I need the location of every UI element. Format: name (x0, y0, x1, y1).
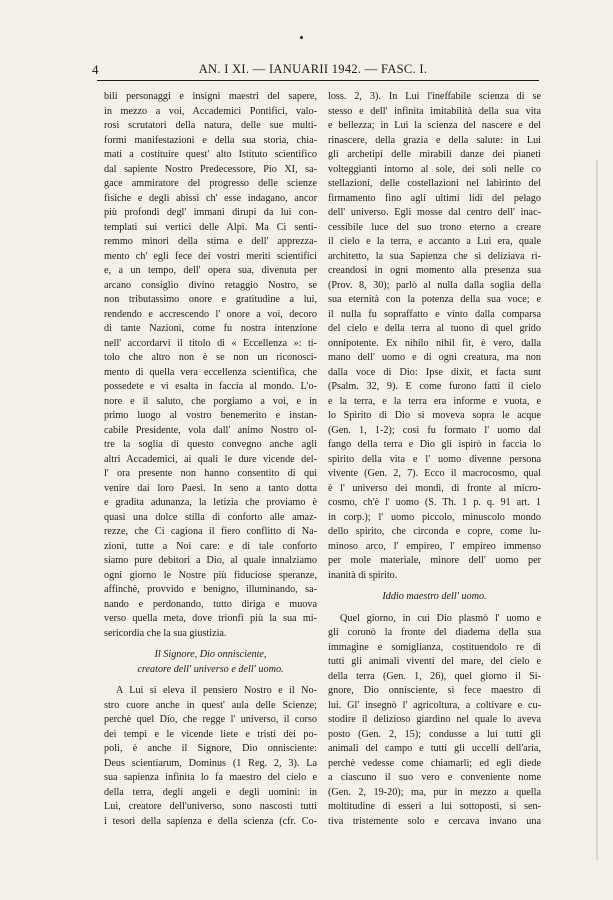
text-line: e la terra, e la terra era informe e vuota, e (328, 395, 541, 407)
text-line: spirito della vita e l' uomo divenne persona (328, 453, 541, 465)
text-line: fisiche e degli abissi ch' esse indagano, ancor (104, 192, 317, 204)
text-line: gli coronò la fronte del diadema della sua (328, 627, 541, 638)
text-line: sericordia che la sua giustizia. (104, 627, 227, 639)
text-line: (Gen. 2, 19-20); ma, pur in mezzo a quella (328, 786, 541, 798)
text-line: stellazioni, delle costellazioni nel labirinto del (328, 178, 541, 189)
text-line: architetto, la sua Sapienza che si deliziava ri- (328, 250, 541, 262)
paragraph-gap (104, 641, 317, 648)
text-line: ogni giorno le Nostre più fiduciose speranze, (104, 569, 317, 581)
text-line: rinascere, della grazia e della salute: in Lui (328, 134, 541, 146)
text-line: siamo pure debitori a Dio, al quale innalziamo (104, 555, 317, 566)
text-line: nando e perdonando, tutto diriga e muova (104, 598, 317, 610)
text-line: onnipotente. Ex nihilo nihil fit, è vero, dalla (328, 337, 541, 349)
text-line: affinchè, provvido e benigno, illuminando, sa- (104, 584, 317, 595)
text-line: e bellezza; in Lui la scienza del nascere e del (328, 120, 541, 131)
text-line: di tante Nazioni, come fu nostra intenzione (104, 323, 317, 334)
text-line: tutti gli animali viventi del mare, del cielo e (328, 656, 541, 667)
text-line: gace ammiratore del progresso delle scienze (104, 178, 317, 189)
text-line: stodire il delizioso giardino nel quale lo aveva (328, 714, 541, 725)
text-line: (Psalm. 32, 9). E come furono fatti il cielo (328, 381, 541, 392)
text-line: quasi una dolce stilla di conforto alle amaz- (104, 511, 317, 523)
text-line: (Gen. 1, 1-2); così fu formato l' uomo dal (328, 424, 541, 436)
text-line: sua sapienza infinita lo fa maestro del cielo e (104, 772, 317, 783)
text-line: e, a un tempo, dell' opera sua, divenuta per (104, 265, 317, 276)
text-line: l' ora presente non hanno consentito di qui (104, 468, 317, 479)
text-line: venire dai loro Paesi. In seno a tanto dotta (104, 482, 317, 494)
text-line: volteggianti intorno al sole, dei soli nelle co (328, 163, 541, 175)
text-line: remmo minori della stima e dell' apprezza- (104, 236, 317, 247)
text-line: possedete e vi esalta in faccia al mondo. L'o- (104, 381, 317, 392)
text-line: della terra (Gen. 1, 26), quel giorno il Si- (328, 670, 541, 682)
text-line: gli archetipi delle mirabili danze dei pianeti (328, 149, 541, 160)
text-line: nell' accordarvi il titolo di « Eccellenza »: ti- (104, 337, 317, 349)
text-line: animali del campo e tutti gli uccelli dell'aria, (328, 743, 541, 754)
text-line: il nulla fu sopraffatto e vinto dalla comparsa (328, 308, 541, 320)
text-line: del cielo e della terra al tuono di quel grido (328, 323, 541, 334)
section-heading-line: Il Signore, Dio onnisciente, (154, 649, 267, 660)
page-header (92, 56, 534, 78)
text-line: formi manifestazioni e della sua storia, chia- (104, 134, 317, 146)
text-line: della terra, degli angeli e degli uomini: in (104, 786, 317, 798)
text-line: tiva tristemente solo e cercava invano una (328, 815, 541, 827)
right-column (328, 90, 541, 829)
paragraph-gap (328, 605, 541, 612)
text-line: poli, è anche il Signore, Dio onnisciente: (104, 743, 317, 754)
text-line: in corp.); l' uomo piccolo, minuscolo mondo (328, 511, 541, 523)
text-line: stro cuore anche in quest' aula delle Scienze; (104, 699, 317, 711)
text-line: arcano consiglio divino retaggio Nostro, se (104, 279, 317, 291)
text-line: fango della terra e Dio gli ispirò in faccia lo (328, 439, 541, 450)
text-line: dei tempi e le vicende liete e tristi dei po- (104, 728, 317, 740)
text-line: i tesori della sapienza e della scienza (cfr. Co- (104, 815, 317, 827)
text-line: mento di quella vera eccellenza scientifica, che (104, 366, 317, 378)
running-head: AN. I XI. — IANUARII 1942. — FASC. I. (198, 62, 428, 76)
text-line: primo luogo al vostro benemerito e instan- (104, 410, 317, 421)
text-line: gnore, Dio onnisciente, si fece maestro di (328, 685, 541, 696)
text-line: il cielo e la terra, e accanto a Lui era, quale (328, 236, 541, 247)
section-heading-line: creatore dell' universo e dell' uomo. (137, 663, 284, 675)
text-line: immagine e somiglianza, costituendolo re di (328, 641, 541, 653)
page-number: 4 (92, 62, 99, 77)
text-line: templati sui vertici delle Alpi. Ma Ci senti- (104, 221, 317, 233)
header-rule (97, 80, 539, 81)
left-column (104, 90, 317, 829)
text-line: tre la soglia di questo convegno anche agli (104, 439, 317, 450)
text-line: per mole materiale, minore dell' uomo per (328, 555, 541, 566)
text-line: minoso arco, l' empireo, l' empireo immenso (328, 540, 541, 552)
text-line: Lui, creatore dell'universo, sono nascosti tutti (104, 801, 317, 812)
text-line: inanità di spirito. (328, 569, 398, 581)
text-line: firmamento fino agli ultimi lidi del pelago (328, 192, 541, 204)
text-line: dello spirito, che circonda e copre, come lu- (328, 526, 541, 537)
text-line: lui. Gl' insegnò l' agricoltura, a coltivare e cu- (328, 699, 541, 711)
text-line: altri Accademici, ai quali le dure vicende del- (104, 453, 317, 465)
text-line: moltitudine di esseri a lui sottoposti, si sen- (328, 801, 541, 812)
text-line: nore e il saluto, che porgiamo a voi, e in (104, 395, 317, 407)
text-line: cosmo, ch'è l' uomo (S. Th. 1 p. q. 91 art. 1 (328, 497, 541, 508)
text-line: loss. 2, 3). In Lui l'ineffabile scienza di se (328, 91, 541, 102)
text-line: perchè quel Dio, che regge l' universo, il corso (104, 714, 317, 725)
text-line: dell' universo. Egli mosse dal centro dell' inac- (328, 207, 541, 218)
text-line: cessibile luce del suo trono eterno a creare (328, 221, 541, 233)
print-speck (300, 36, 303, 39)
text-line: (Prov. 8, 30); parlò al nulla dalla soglia della (328, 279, 541, 291)
text-line: mento ch' egli fece dei vostri meriti scientifici (104, 250, 317, 262)
text-line: rendendo e accrescendo l' onore a voi, decoro (104, 308, 317, 320)
text-line: è l' universo dei mondi, di fronte al micro- (328, 482, 541, 494)
text-line: Deus scientiarum, Dominus (1 Reg. 2, 3). La (104, 757, 317, 769)
text-line: perchè vedesse come chiamarli; ed egli diede (328, 757, 541, 769)
text-line: e gradita adunanza, la letizia che proviamo è (104, 497, 317, 508)
text-line: a ciascuno il suo vero e conveniente nome (328, 772, 541, 783)
text-line: mano dell' uomo e di ogni creatura, ma non (328, 352, 541, 363)
text-line: cabile Presidente, vola dall' animo Nostro ol- (104, 424, 317, 436)
page-edge-shadow (596, 160, 598, 860)
text-line: Quel giorno, in cui Dio plasmò l' uomo e (340, 612, 541, 624)
text-line: più profondi degl' immani dirupi da lui con- (104, 207, 317, 218)
paragraph-gap (104, 677, 317, 684)
text-line: non tributassimo onore e gratitudine a lui, (104, 294, 317, 305)
text-line: mati a costituire quest' alto Istituto scientifico (104, 149, 317, 160)
text-line: bili personaggi e insigni maestri del sapere, (104, 91, 317, 102)
text-line: in mezzo a voi, Accademici Pontifici, valo- (104, 105, 317, 117)
text-line: posto (Gen. 2, 15); condusse a lui tutti gli (328, 728, 541, 740)
text-line: verso quella meta, dove trionfi più la sua mi- (104, 613, 317, 624)
text-line: lo Spirito di Dio si moveva sopra le acque (328, 410, 541, 421)
text-line: vivente (Gen. 2, 7). Ecco il macrocosmo, qual (328, 468, 541, 479)
text-line: sua eternità con la potenza della sua voce; e (328, 294, 541, 305)
text-line: zioni, tutte a Noi care: e di tale conforto (104, 540, 317, 552)
text-line: stesso e dell' infinita imitabilità della sua vita (328, 105, 541, 117)
text-line: creandosi in ogni momento alla presenza sua (328, 265, 541, 276)
text-line: A Lui si eleva il pensiero Nostro e il No- (116, 685, 317, 696)
text-line: dalla voce di Dio: Ipse dixit, et facta sunt (328, 366, 541, 378)
text-line: rosi scrutatori della natura, delle sue multi- (104, 120, 317, 131)
text-line: rezze, che Ci cagiona il fiero conflitto di Na- (104, 526, 317, 537)
text-line: dal sapiente Nostro Predecessore, Pio XI, sa- (104, 163, 317, 175)
section-heading-line: Iddio maestro dell' uomo. (382, 591, 487, 602)
text-line: tolo che altro non è se non un riconosci- (104, 352, 317, 363)
paragraph-gap (328, 583, 541, 590)
